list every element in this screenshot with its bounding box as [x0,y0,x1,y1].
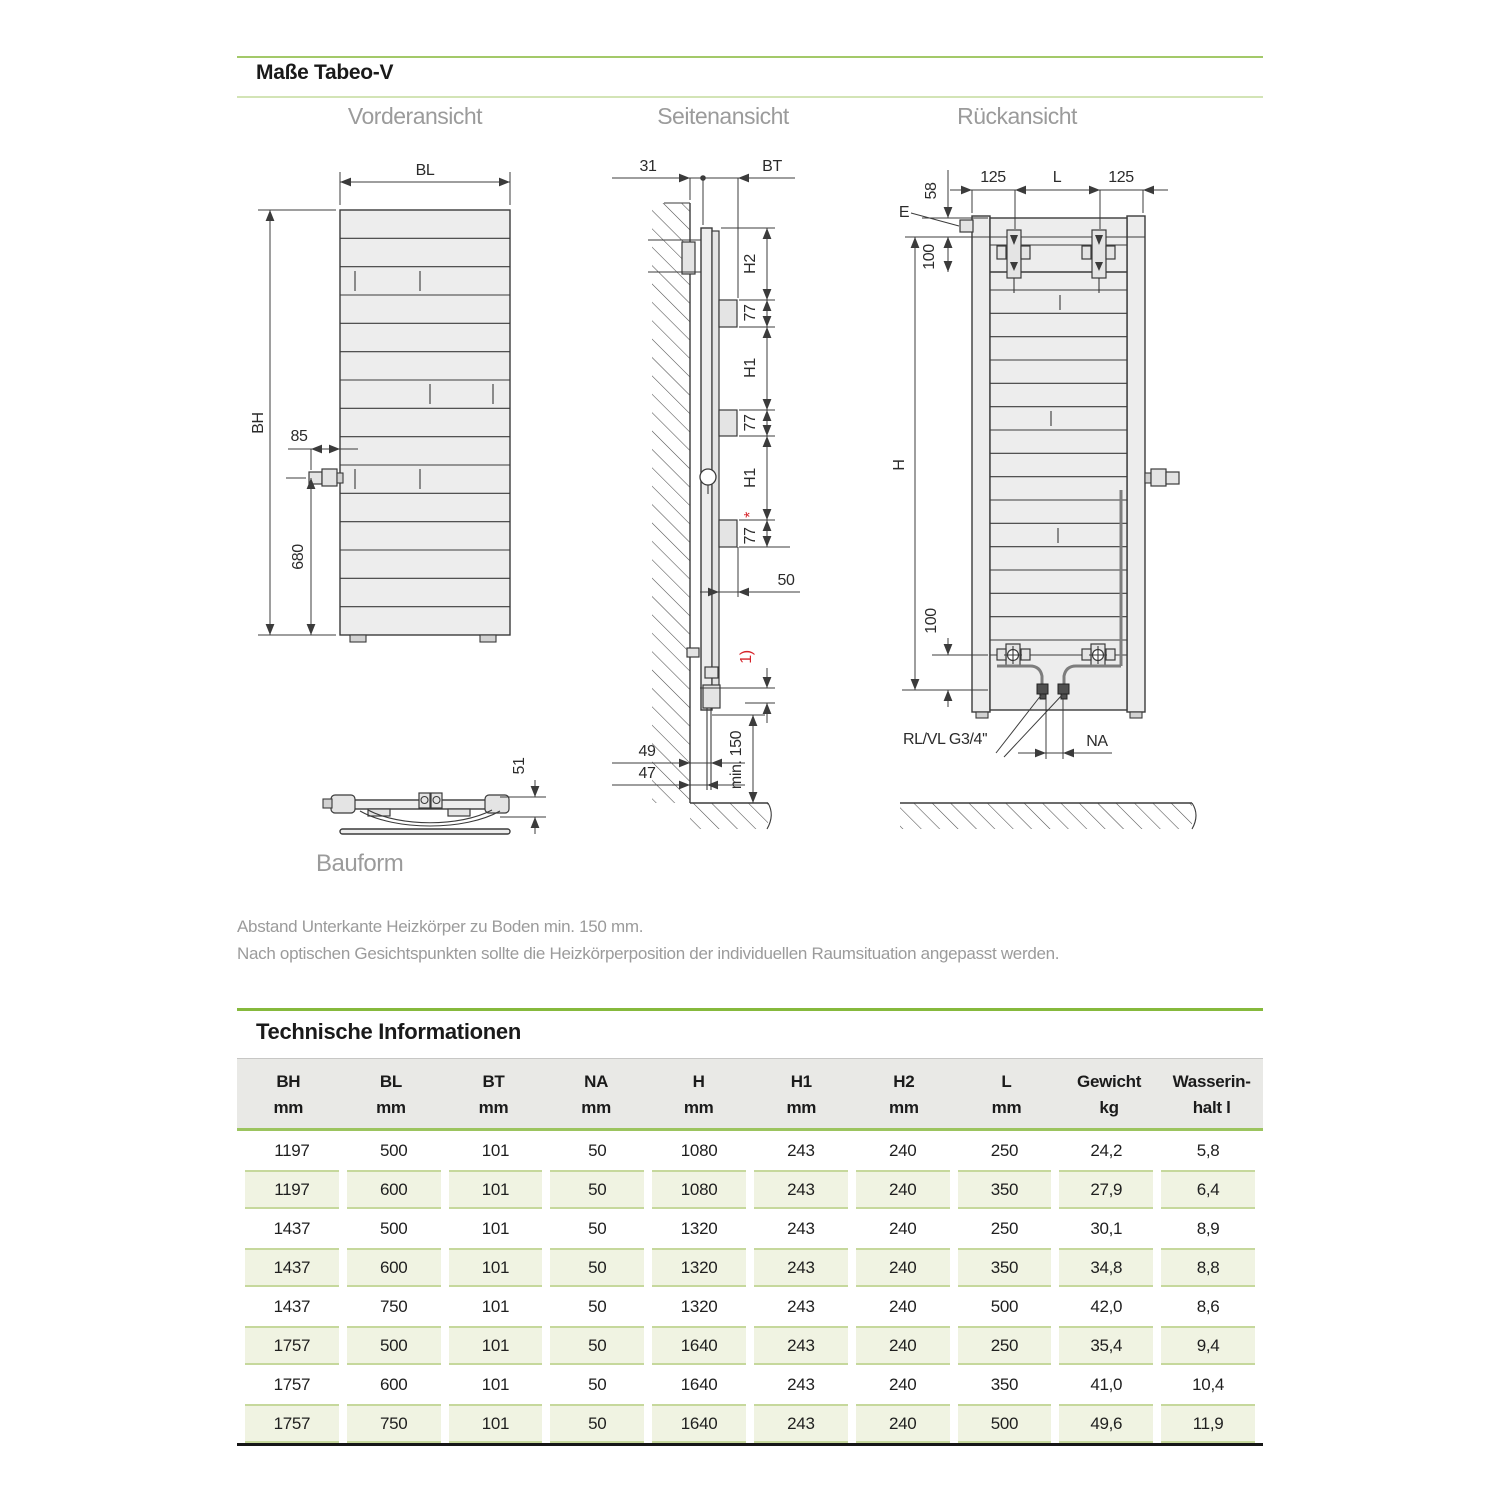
table-cell: 1640 [680,1374,718,1394]
table-cell: 101 [481,1296,510,1316]
column-header [1058,1059,1161,1128]
table-cell: 10,4 [1192,1374,1225,1394]
wall-hatch [652,203,690,803]
table-cell: 1320 [680,1218,718,1238]
front-view-drawing [250,162,510,642]
table-cell: 240 [856,1248,950,1287]
table-cell: 1757 [273,1374,311,1394]
table-row [245,1326,1255,1365]
table-cell: 1080 [680,1140,718,1160]
table-cell: 1320 [680,1296,718,1316]
table-cell: 1640 [652,1326,746,1365]
table-cell: 500 [379,1140,408,1160]
dim-label-h2: H2 [742,254,759,274]
floor-hatch [690,803,768,829]
dim-label-100-top: 100 [921,244,938,270]
table-row [245,1287,1255,1326]
spec-table [237,1131,1263,1443]
table-cell: 50 [588,1218,607,1238]
table-header-row [237,1058,1263,1128]
dim-label-l: L [1052,169,1062,186]
table-cell: 27,9 [1059,1170,1153,1209]
table-cell: 50 [550,1170,644,1209]
column-header-unit: mm [273,1098,304,1117]
table-cell: 500 [958,1404,1052,1443]
rear-view-drawing [891,169,1196,829]
dim-label-e: E [898,204,910,221]
column-header-unit: kg [1099,1098,1119,1117]
table-cell: 50 [588,1140,607,1160]
table-cell: 240 [888,1218,917,1238]
column-header-label: NA [584,1072,609,1091]
table-cell: 8,6 [1196,1296,1220,1316]
dim-label-77c: 77 [742,527,759,545]
table-cell: 600 [347,1248,441,1287]
table-cell: 350 [958,1248,1052,1287]
dim-label-31: 31 [639,158,657,175]
table-cell: 250 [990,1218,1019,1238]
table-cell: 1757 [245,1404,339,1443]
table-cell: 1437 [273,1296,311,1316]
table-title: Technische Informationen [256,1019,521,1044]
table-cell: 1640 [652,1404,746,1443]
rear-body [990,218,1127,710]
bauform-label: Bauform [316,850,404,877]
dim-label-na: NA [1086,733,1108,750]
page-title: Maße Tabeo-V [256,61,394,84]
table-cell: 243 [754,1248,848,1287]
table-row [245,1365,1255,1404]
table-cell: 8,9 [1196,1218,1220,1238]
table-cell: 1197 [245,1170,339,1209]
column-header [340,1059,443,1128]
table-cell: 243 [754,1404,848,1443]
table-cell: 50 [550,1248,644,1287]
column-header [1160,1059,1263,1128]
dim-label-h1a: H1 [742,358,759,378]
dim-label-51: 51 [511,757,528,775]
connection-label: RL/VL G3/4'' [903,731,988,748]
table-cell: 240 [888,1374,917,1394]
table-cell: 1197 [274,1140,310,1160]
side-view-label: Seitenansicht [657,103,789,129]
dim-label-49: 49 [638,743,656,760]
table-cell: 24,2 [1090,1140,1123,1160]
table-bottom-rule [237,1443,1263,1446]
dim-label-bl: BL [415,162,435,179]
table-cell: 243 [787,1374,815,1394]
dim-label-bt: BT [762,158,782,175]
table-cell: 500 [347,1326,441,1365]
column-header [237,1059,340,1128]
table-cell: 243 [787,1296,815,1316]
front-view-label: Vorderansicht [347,103,483,129]
radiator-front-body [340,210,510,635]
table-cell: 34,8 [1059,1248,1153,1287]
divider [237,1008,1263,1011]
table-cell: 101 [449,1326,543,1365]
table-cell: 500 [990,1296,1019,1316]
table-cell: 9,4 [1161,1326,1255,1365]
table-cell: 42,0 [1090,1296,1123,1316]
rear-valve [1145,469,1179,486]
divider [237,96,1263,98]
bauform-drawing [323,757,546,834]
column-header-unit: mm [786,1098,817,1117]
table-row [245,1404,1255,1443]
dim-label-100-bottom: 100 [923,608,940,634]
column-header-unit: halt l [1192,1098,1231,1117]
connection-fitting [1037,684,1048,694]
column-header-label: BH [276,1072,301,1091]
column-header [750,1059,853,1128]
column-header [853,1059,956,1128]
rear-left-panel [972,216,990,712]
table-cell: 101 [481,1140,510,1160]
table-cell: 240 [888,1140,917,1160]
table-cell: 30,1 [1090,1218,1123,1238]
dim-label-125b: 125 [1108,169,1134,186]
dim-label-85: 85 [290,428,308,445]
dim-label-77b: 77 [742,414,759,432]
table-row [245,1131,1255,1170]
column-header-label: H1 [790,1072,812,1091]
table-cell: 600 [379,1374,408,1394]
table-cell: 6,4 [1161,1170,1255,1209]
table-cell: 243 [787,1218,815,1238]
table-cell: 240 [856,1404,950,1443]
dim-label-680: 680 [290,544,307,570]
column-header-unit: mm [376,1098,406,1117]
table-cell: 101 [481,1374,510,1394]
column-header-unit: mm [991,1098,1022,1117]
table-cell: 240 [888,1296,917,1316]
dim-label-min150: min. 150 [728,730,745,790]
divider [237,56,1263,58]
table-cell: 750 [347,1404,441,1443]
front-valve [309,469,343,486]
table-cell: 8,8 [1161,1248,1255,1287]
column-header-label: L [1001,1072,1012,1091]
column-header-unit: mm [683,1098,714,1117]
table-cell: 11,9 [1161,1404,1255,1443]
table-row [245,1248,1255,1287]
dim-label-bh: BH [250,412,267,434]
table-cell: 500 [379,1218,408,1238]
table-row [245,1170,1255,1209]
rear-floor-hatch [900,803,1192,829]
table-cell: 1320 [652,1248,746,1287]
rear-foot [976,712,988,718]
notes [237,913,1059,967]
table-cell: 50 [550,1404,644,1443]
column-header [647,1059,750,1128]
table-cell: 50 [588,1374,607,1394]
column-header-label: BL [379,1072,402,1091]
table-cell: 250 [990,1140,1019,1160]
table-cell: 101 [481,1218,510,1238]
connection-fitting [1058,684,1069,694]
table-cell: 1437 [273,1218,311,1238]
table-cell: 350 [958,1170,1052,1209]
front-foot [350,635,366,642]
column-header [955,1059,1058,1128]
table-cell: 101 [449,1404,543,1443]
column-header-unit: mm [581,1098,611,1117]
table-row [245,1209,1255,1248]
table-cell: 243 [787,1140,815,1160]
column-header-unit: mm [478,1098,509,1117]
dim-label-58: 58 [923,182,940,200]
table-cell: 35,4 [1059,1326,1153,1365]
table-cell: 49,6 [1059,1404,1153,1443]
technical-drawing [237,140,1263,910]
column-header-label: BT [482,1072,505,1091]
table-cell: 101 [449,1170,543,1209]
rear-right-panel [1127,216,1145,712]
column-header-label: H2 [893,1072,915,1091]
rear-view-label: Rückansicht [957,103,1077,129]
column-header [442,1059,545,1128]
column-header-label: H [692,1072,705,1091]
table-cell: 50 [588,1296,607,1316]
table-cell: 5,8 [1196,1140,1220,1160]
dim-label-fn1: 1) [738,650,755,664]
column-header-unit: mm [889,1098,919,1117]
side-view-drawing [612,158,800,829]
note-line: Nach optischen Gesichtspunkten sollte die Heizkörperposition der individuellen Raumsituation angepasst werden. [237,944,1060,963]
table-cell: 101 [449,1248,543,1287]
dim-label-h: H [891,459,908,471]
dim-label-47: 47 [638,765,656,782]
table-cell: 243 [754,1326,848,1365]
column-header-label: Gewicht [1077,1072,1142,1091]
table-cell: 1080 [652,1170,746,1209]
table-cell: 50 [550,1326,644,1365]
column-header-label: Wasserin- [1172,1072,1251,1091]
table-cell: 1757 [245,1326,339,1365]
dim-label-77a: 77 [742,304,759,322]
table-cell: 243 [754,1170,848,1209]
table-cell: 250 [958,1326,1052,1365]
note-line: Abstand Unterkante Heizkörper zu Boden min. 150 mm. [237,917,644,936]
table-body [245,1131,1255,1443]
table-cell: 240 [856,1170,950,1209]
table-cell: 1437 [245,1248,339,1287]
table-cell: 240 [856,1326,950,1365]
table-cell: 350 [990,1374,1019,1394]
vent-plug [960,220,973,232]
table-cell: 600 [347,1170,441,1209]
table-cell: 750 [379,1296,408,1316]
dim-label-125a: 125 [980,169,1006,186]
dim-label-star: * [742,512,759,518]
dim-label-50: 50 [777,572,795,589]
front-foot [480,635,496,642]
dim-label-h1b: H1 [742,468,759,488]
table-cell: 41,0 [1090,1374,1123,1394]
column-header [545,1059,648,1128]
rear-foot [1130,712,1142,718]
